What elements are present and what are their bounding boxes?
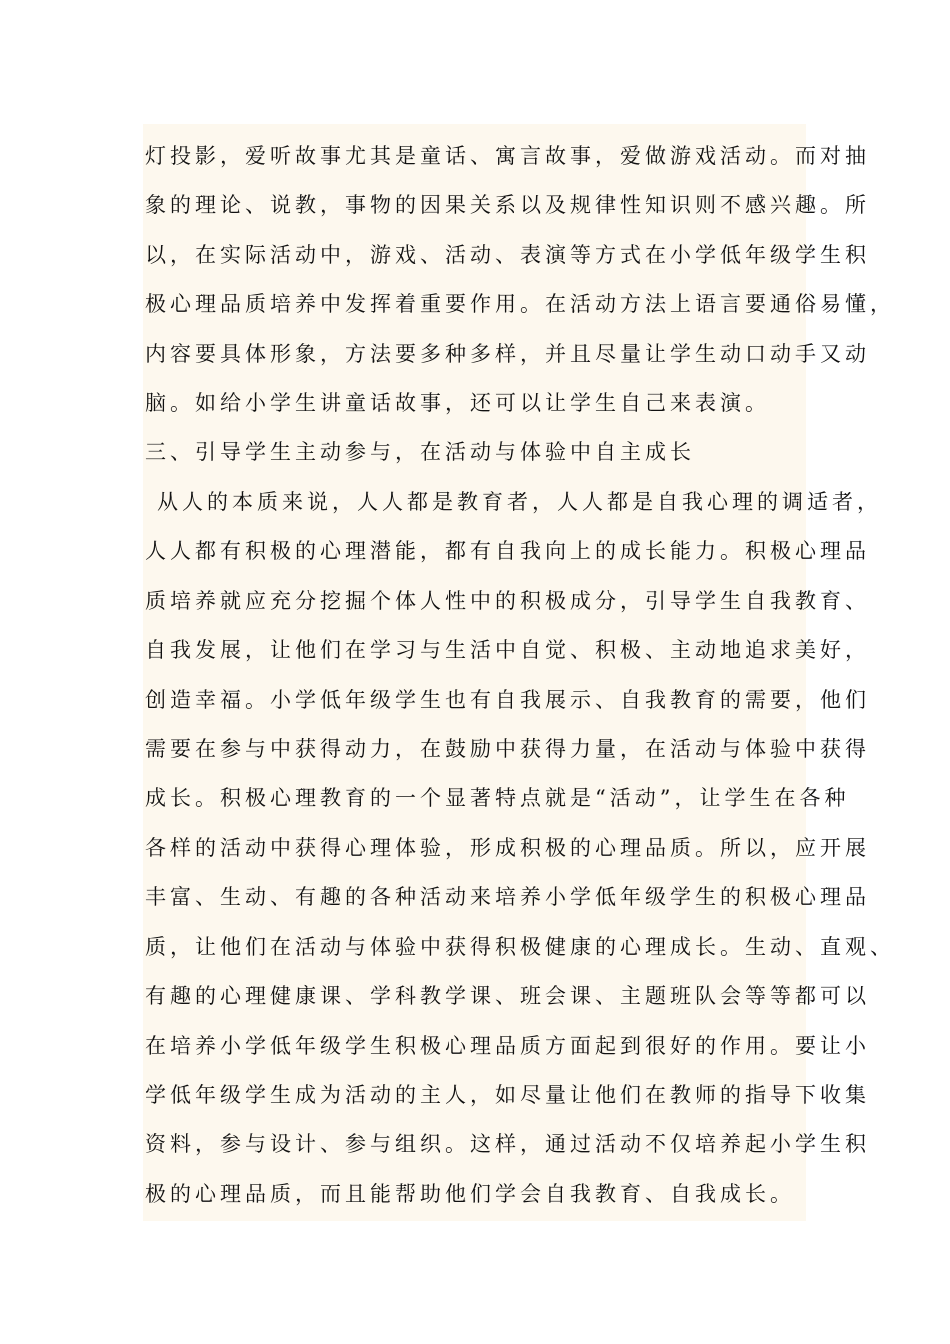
paragraph-line: 以，在实际活动中，游戏、活动、表演等方式在小学低年级学生积 (145, 243, 870, 267)
paragraph-line: 象的理论、说教，事物的因果关系以及规律性知识则不感兴趣。所 (145, 193, 870, 217)
document-page (143, 124, 895, 1221)
paragraph-line: 极的心理品质，而且能帮助他们学会自我教育、自我成长。 (145, 1182, 795, 1206)
paragraph-line: 成长。积极心理教育的一个显著特点就是“活动”，让学生在各种 (145, 786, 850, 810)
paragraph-line: 需要在参与中获得动力，在鼓励中获得力量，在活动与体验中获得 (145, 737, 870, 761)
paragraph-line: 灯投影，爱听故事尤其是童话、寓言故事，爱做游戏活动。而对抽 (145, 144, 870, 168)
paragraph-line: 质培养就应充分挖掘个体人性中的积极成分，引导学生自我教育、 (145, 589, 870, 613)
paragraph-line: 人人都有积极的心理潜能，都有自我向上的成长能力。积极心理品 (145, 539, 870, 563)
paragraph-line: 丰富、生动、有趣的各种活动来培养小学低年级学生的积极心理品 (145, 885, 870, 909)
paragraph-line: 资料，参与设计、参与组织。这样，通过活动不仅培养起小学生积 (145, 1132, 870, 1156)
paragraph-line: 内容要具体形象，方法要多种多样，并且尽量让学生动口动手又动 (145, 342, 870, 366)
paragraph-line: 有趣的心理健康课、学科教学课、班会课、主题班队会等等都可以 (145, 984, 870, 1008)
paragraph-line: 质，让他们在活动与体验中获得积极健康的心理成长。生动、直观、 (145, 935, 895, 959)
paragraph-line: 极心理品质培养中发挥着重要作用。在活动方法上语言要通俗易懂， (145, 292, 895, 316)
paragraph-line: 在培养小学低年级学生积极心理品质方面起到很好的作用。要让小 (145, 1034, 870, 1058)
paragraph-line: 自我发展，让他们在学习与生活中自觉、积极、主动地追求美好， (145, 638, 870, 662)
paragraph-line: 学低年级学生成为活动的主人，如尽量让他们在教师的指导下收集 (145, 1083, 870, 1107)
paragraph-line: 创造幸福。小学低年级学生也有自我展示、自我教育的需要，他们 (145, 688, 870, 712)
paragraph-line: 脑。如给小学生讲童话故事，还可以让学生自己来表演。 (145, 391, 770, 415)
paragraph-line: 从人的本质来说，人人都是教育者，人人都是自我心理的调适者， (157, 490, 882, 514)
section-heading: 三、引导学生主动参与，在活动与体验中自主成长 (145, 440, 695, 464)
paragraph-line: 各样的活动中获得心理体验，形成积极的心理品质。所以，应开展 (145, 836, 870, 860)
